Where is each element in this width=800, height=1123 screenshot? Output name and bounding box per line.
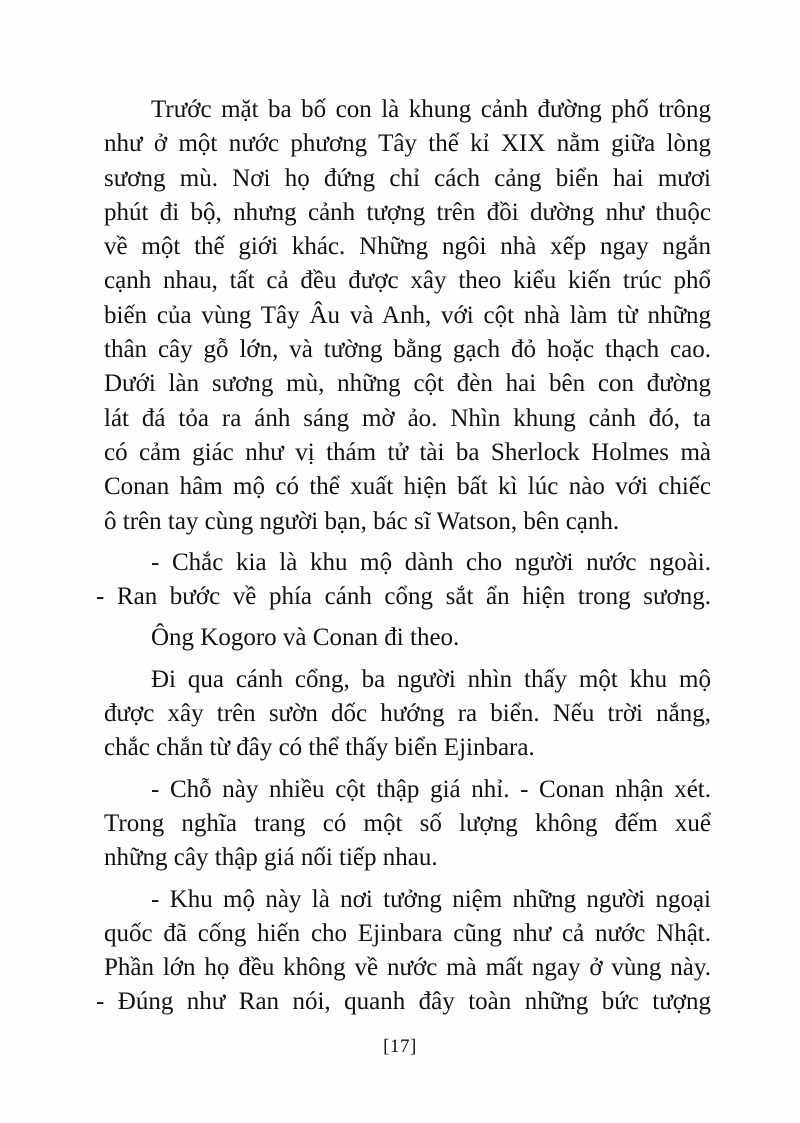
text-line: Ông Kogoro và Conan đi theo. xyxy=(151,624,460,652)
page-number: [17] xyxy=(383,1036,417,1057)
text-line: lát đá tỏa ra ánh sáng mờ ảo. Nhìn khung cảnh đó, ta xyxy=(104,404,711,432)
text-line: phút đi bộ, nhưng cảnh tượng trên đồi dường như thuộc xyxy=(104,198,711,226)
text-line-dialogue: - Ran bước về phía cánh cổng sắt ẩn hiện trong sương. xyxy=(96,583,711,611)
page-text-block xyxy=(96,93,711,1020)
text-line: Trước mặt ba bố con là khung cảnh đường phố trông xyxy=(151,96,711,123)
text-line: quốc đã cống hiến cho Ejinbara cũng như cả nước Nhật. xyxy=(104,919,711,947)
text-line: được xây trên sườn dốc hướng ra biển. Nếu trời nắng, xyxy=(104,700,711,728)
text-line: có cảm giác như vị thám tử tài ba Sherlock Holmes mà xyxy=(104,438,711,466)
text-line: Đi qua cánh cổng, ba người nhìn thấy một khu mộ xyxy=(151,665,711,693)
text-line: Phần lớn họ đều không về nước mà mất ngay ở vùng này. xyxy=(104,954,711,982)
text-line: sương mù. Nơi họ đứng chỉ cách cảng biển hai mươi xyxy=(104,164,711,192)
text-line: Trong nghĩa trang có một số lượng không đếm xuể xyxy=(104,809,711,837)
text-line: cạnh nhau, tất cả đều được xây theo kiểu kiến trúc phổ xyxy=(104,267,711,295)
text-line: ô trên tay cùng người bạn, bác sĩ Watson, bên cạnh. xyxy=(104,507,620,535)
text-line-dialogue: - Đúng như Ran nói, quanh đây toàn những bức tượng xyxy=(96,988,711,1016)
text-line: Dưới làn sương mù, những cột đèn hai bên con đường xyxy=(104,370,711,398)
text-line: biến của vùng Tây Âu và Anh, với cột nhà làm từ những xyxy=(104,301,711,329)
text-line: như ở một nước phương Tây thế kỉ XIX nằm giữa lòng xyxy=(104,130,711,158)
text-line: thân cây gỗ lớn, và tường bằng gạch đỏ hoặc thạch cao. xyxy=(104,336,711,364)
text-line: về một thế giới khác. Những ngôi nhà xếp ngay ngắn xyxy=(104,233,711,261)
text-line-dialogue: - Khu mộ này là nơi tưởng niệm những người ngoại xyxy=(151,885,711,913)
text-line: Conan hâm mộ có thể xuất hiện bất kì lúc nào với chiếc xyxy=(104,473,711,501)
text-line: những cây thập giá nối tiếp nhau. xyxy=(104,844,438,872)
text-line: chắc chắn từ đây có thể thấy biển Ejinbara. xyxy=(104,734,535,762)
text-line-dialogue: - Chắc kia là khu mộ dành cho người nước ngoài. xyxy=(151,548,711,576)
text-line-dialogue: - Chỗ này nhiều cột thập giá nhỉ. - Conan nhận xét. xyxy=(151,775,711,803)
